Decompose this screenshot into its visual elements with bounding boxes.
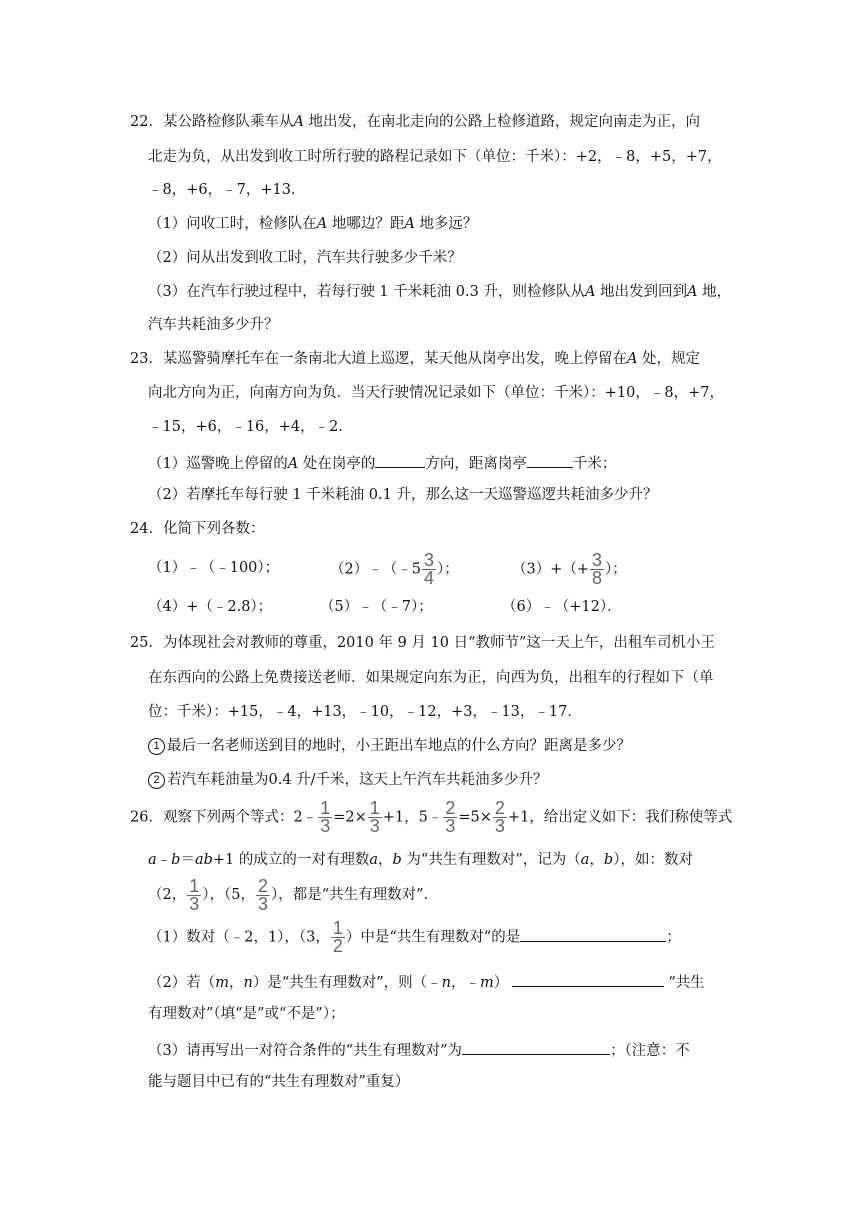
q26-sub2-text: （2）若（ (148, 975, 216, 991)
q26-sub2-text: ， (228, 975, 244, 991)
q22-sub2: （2）问从出发到收工时，汽车共行驶多少千米？ (148, 250, 462, 266)
fraction (493, 800, 507, 835)
q26-text: +1 的成立的一对有理数 (212, 852, 370, 868)
q26-sub1-text: ； (666, 929, 681, 946)
q22-sub1-text: （1）问收工时，检修队在 (148, 216, 317, 232)
q26-sub3-cont: 能与题目中已有的“共生有理数对”重复） (148, 1074, 410, 1090)
fraction-numerator: 1 (189, 875, 200, 896)
var-a: A (626, 351, 638, 367)
q26-sub1-text: （1）数对（﹣2，1），（3， (148, 929, 330, 946)
q25-sub1-text: 最后一名老师送到目的地时，小王距出车地点的什么方向？距离是多少？ (167, 738, 631, 754)
q26-sub2-text: “共生 (668, 975, 705, 991)
fraction (318, 800, 332, 835)
var: m (480, 975, 494, 991)
q22-line3: ﹣8，+6，﹣7，+13． (148, 182, 306, 198)
q26-text: ， (589, 852, 604, 868)
q23-sub1-text: 千米； (572, 456, 617, 472)
fraction-numerator: 1 (369, 798, 380, 818)
q26-sub1 (148, 920, 681, 955)
fraction (256, 875, 270, 914)
fraction-numerator: 3 (592, 550, 603, 570)
q26-sub2-text: ） (493, 975, 509, 991)
q24-title: 24．化简下列各数： (130, 521, 265, 537)
fraction-denominator: 3 (320, 816, 331, 836)
q26-sub3-text: ；（注意：不 (610, 1043, 690, 1059)
q25-sub1 (148, 736, 631, 756)
q26-text: ），（5， (202, 887, 255, 903)
var-a: A (687, 284, 698, 300)
q24-part2 (330, 552, 459, 587)
q26-text: （2， (148, 887, 187, 903)
answer-blank[interactable] (375, 451, 425, 468)
answer-blank[interactable] (520, 925, 666, 942)
var: n (441, 975, 451, 991)
q24-part1: （1）﹣（﹣100）； (148, 560, 280, 576)
q23-text: 处，规定 (637, 351, 701, 367)
fraction-numerator: 2 (445, 798, 456, 818)
fraction-denominator: 2 (332, 936, 343, 956)
fraction (443, 800, 457, 835)
q25-sub2-text: 若汽车耗油量为0.4 升/千米，这天上午汽车共耗油多少升？ (167, 772, 548, 788)
var-a: A (287, 456, 299, 472)
q26-text: ），都是“共生有理数对”． (271, 887, 439, 903)
q23-line3: ﹣15，+6，﹣16，+4，﹣2． (148, 419, 353, 435)
q23-sub1-text: 方向，距离岗亭 (425, 456, 527, 472)
q22-sub3-text: 地， (697, 284, 732, 300)
q26-text: ），如：数对 (613, 852, 693, 868)
q24-part4: （4）+（﹣2.8）； (148, 599, 273, 615)
q22-line1 (130, 112, 700, 132)
q26-sub3-text: （3）请再写出一对符合条件的“共生有理数对”为 (148, 1043, 463, 1059)
q26-text: ， (378, 852, 393, 868)
q25-line3: 位：千米）：+15，﹣4，+13，﹣10，﹣12，+3，﹣13，﹣17． (148, 704, 582, 720)
fraction-denominator: 3 (257, 893, 268, 914)
circled-number: 1 (148, 738, 165, 755)
q25-line1: 25．为体现社会对教师的尊重，2010 年 9 月 10 日“教师节”这一天上午，出租车司机小王 (130, 635, 715, 651)
q22-text: 22．某公路检修队乘车从 (130, 114, 294, 130)
fraction-numerator: 1 (332, 918, 343, 938)
answer-blank[interactable] (527, 451, 573, 468)
fraction (187, 875, 201, 914)
answer-blank[interactable] (462, 1038, 610, 1055)
q26-line3 (148, 877, 438, 913)
q23-sub1 (148, 451, 616, 474)
q23-sub2: （2）若摩托车每行驶 1 千米耗油 0.1 升，那么这一天巡警巡逻共耗油多少升？ (148, 487, 658, 503)
q23-sub1-text: 处在岗亭的 (298, 456, 376, 472)
fraction-denominator: 4 (423, 568, 434, 588)
q22-sub1-text: 地哪边？距 (327, 216, 405, 232)
q22-text: 地出发，在南北走向的公路上检修道路，规定向南走为正，向 (303, 114, 701, 130)
q24-part3-text: （3）+（+ (512, 561, 590, 578)
q26-text: 为“共生有理数对”，记为（ (401, 852, 581, 868)
q24-part5: （5）﹣（﹣7）； (320, 599, 433, 615)
fraction (368, 800, 382, 835)
q26-text: ﹣ (156, 852, 172, 868)
fraction-numerator: 2 (257, 875, 268, 896)
q22-sub3 (148, 282, 731, 302)
q22-sub3-cont: 汽车共耗油多少升？ (148, 317, 279, 333)
fraction-numerator: 3 (423, 550, 434, 570)
fraction-numerator: 1 (320, 798, 331, 818)
q26-sub2-text: ，﹣ (451, 975, 480, 991)
q23-line2: 向北方向为正，向南方向为负．当天行驶情况记录如下（单位：千米）：+10，﹣8，+7， (148, 385, 724, 401)
q23-sub1-text: （1）巡警晚上停留的 (148, 456, 288, 472)
fraction (331, 920, 345, 955)
fraction-denominator: 8 (592, 568, 603, 588)
q26-text: ＝ (180, 852, 195, 868)
q26-line2 (148, 850, 693, 870)
q26-sub2 (148, 970, 705, 993)
var: b (603, 852, 614, 868)
q26-text: =2× (333, 809, 367, 826)
q23-line1 (130, 349, 700, 369)
q22-sub3-text: 地出发到回到 (595, 284, 688, 300)
q26-sub3 (148, 1038, 690, 1061)
fraction (590, 552, 604, 587)
var-a: A (293, 114, 304, 130)
q24-part6: （6）﹣（+12）． (502, 599, 622, 615)
fraction-denominator: 3 (445, 816, 456, 836)
var: a (148, 852, 157, 868)
var-a: A (316, 216, 328, 232)
circled-number: 2 (148, 772, 165, 789)
var: a (369, 852, 379, 868)
q24-part3-text: ）； (605, 561, 627, 578)
var: b (171, 852, 181, 868)
var-a: A (584, 284, 596, 300)
q26-text: 26．观察下列两个等式：2﹣ (130, 809, 318, 826)
var: b (392, 852, 402, 868)
q26-text: +1，给出定义如下：我们称使等式 (507, 809, 733, 826)
q26-text: +1，5﹣ (382, 809, 443, 826)
var: n (243, 975, 253, 991)
q26-sub2-text: ）是“共生有理数对”，则（﹣ (252, 975, 442, 991)
q26-text: =5× (458, 809, 492, 826)
q23-text: 23．某巡警骑摩托车在一条南北大道上巡逻，某天他从岗亭出发，晚上停留在 (130, 351, 627, 367)
var: a (580, 852, 590, 868)
q26-sub2-cont: 有理数对”（填“是”或“不是”）； (148, 1006, 345, 1022)
q26-sub1-text: ）中是“共生有理数对”的是 (345, 929, 521, 946)
q26-line1 (130, 800, 732, 835)
q22-sub3-text: （3）在汽车行驶过程中，若每行驶 1 千米耗油 0.3 升，则检修队从 (148, 284, 585, 300)
q25-sub2 (148, 770, 548, 790)
fraction-numerator: 2 (494, 798, 505, 818)
var-a: A (404, 216, 415, 232)
fraction (422, 552, 436, 587)
q22-line2: 北走为负，从出发到收工时所行驶的路程记录如下（单位：千米）：+2，﹣8，+5，+7， (148, 149, 722, 165)
q25-line2: 在东西向的公路上免费接送老师．如果规定向东为正，向西为负，出租车的行程如下（单 (148, 670, 714, 686)
q24-part3 (512, 552, 627, 587)
fraction-denominator: 3 (494, 816, 505, 836)
q24-part2-text: （2）﹣（﹣5 (330, 561, 421, 578)
fraction-denominator: 3 (369, 816, 380, 836)
var: m (215, 975, 229, 991)
q22-sub1-text: 地多远？ (414, 216, 478, 232)
var: ab (194, 852, 213, 868)
q24-part2-text: ）； (436, 561, 459, 578)
q22-sub1 (148, 214, 477, 234)
answer-blank[interactable] (512, 970, 664, 987)
fraction-denominator: 3 (189, 893, 200, 914)
